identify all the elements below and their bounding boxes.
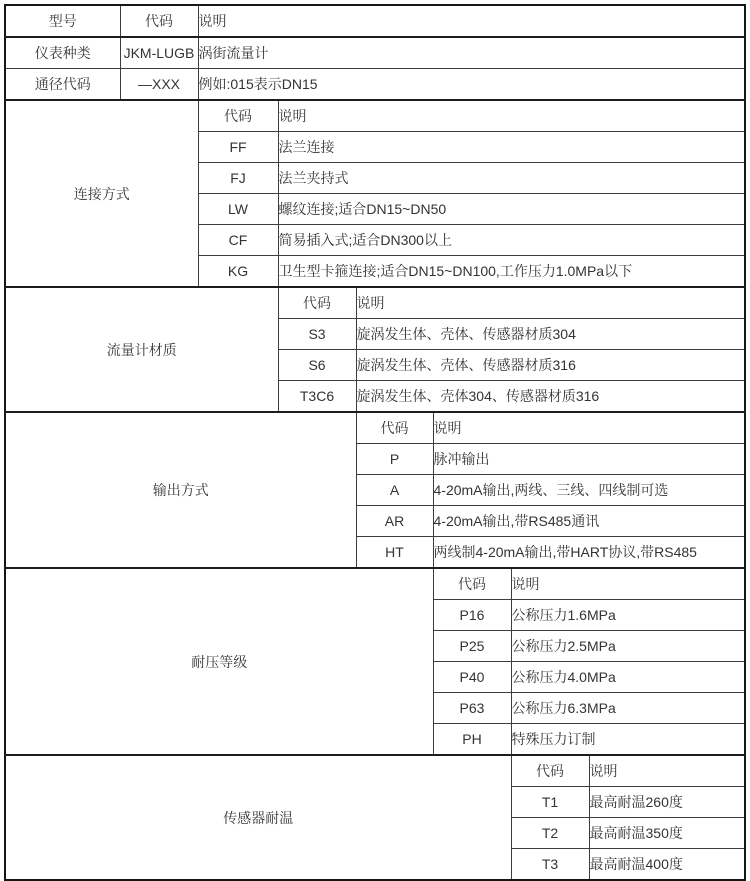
desc-column-header: 说明 bbox=[589, 755, 745, 787]
section-label-connection: 连接方式 bbox=[5, 100, 198, 287]
item-desc: 公称压力6.3MPa bbox=[511, 693, 745, 724]
item-code: A bbox=[356, 475, 433, 506]
item-code: FJ bbox=[198, 163, 278, 194]
item-code: HT bbox=[356, 537, 433, 569]
item-desc: 最高耐温260度 bbox=[589, 787, 745, 818]
header-code: 代码 bbox=[120, 5, 198, 37]
item-code: LW bbox=[198, 194, 278, 225]
item-desc: 旋涡发生体、壳体304、传感器材质316 bbox=[356, 381, 745, 413]
item-desc: 4-20mA输出,两线、三线、四线制可选 bbox=[433, 475, 745, 506]
item-code: FF bbox=[198, 132, 278, 163]
item-desc: 两线制4-20mA输出,带HART协议,带RS485 bbox=[433, 537, 745, 569]
item-desc: 卫生型卡箍连接;适合DN15~DN100,工作压力1.0MPa以下 bbox=[278, 256, 745, 288]
header-model: 型号 bbox=[5, 5, 120, 37]
item-desc: 特殊压力订制 bbox=[511, 724, 745, 756]
section-label-pressure: 耐压等级 bbox=[5, 568, 433, 755]
item-code: P bbox=[356, 444, 433, 475]
diameter-code-code: —XXX bbox=[120, 69, 198, 101]
diameter-code-desc: 例如:015表示DN15 bbox=[198, 69, 745, 101]
item-desc: 旋涡发生体、壳体、传感器材质304 bbox=[356, 319, 745, 350]
item-desc: 公称压力1.6MPa bbox=[511, 600, 745, 631]
diameter-code-label: 通径代码 bbox=[5, 69, 120, 101]
item-code: S6 bbox=[278, 350, 356, 381]
section-label-material: 流量计材质 bbox=[5, 287, 278, 412]
code-column-header: 代码 bbox=[356, 412, 433, 444]
item-desc: 公称压力2.5MPa bbox=[511, 631, 745, 662]
item-code: S3 bbox=[278, 319, 356, 350]
instrument-type-desc: 涡街流量计 bbox=[198, 37, 745, 69]
model-selection-table bbox=[4, 4, 746, 881]
instrument-type-code: JKM-LUGB bbox=[120, 37, 198, 69]
section-label-output: 输出方式 bbox=[5, 412, 356, 568]
item-desc: 脉冲输出 bbox=[433, 444, 745, 475]
item-code: T1 bbox=[511, 787, 589, 818]
item-code: T3 bbox=[511, 849, 589, 881]
item-desc: 公称压力4.0MPa bbox=[511, 662, 745, 693]
desc-column-header: 说明 bbox=[278, 100, 745, 132]
table-header-row bbox=[5, 5, 745, 37]
item-code: PH bbox=[433, 724, 511, 756]
desc-column-header: 说明 bbox=[356, 287, 745, 319]
section-output-header-row bbox=[5, 412, 745, 444]
item-desc: 4-20mA输出,带RS485通讯 bbox=[433, 506, 745, 537]
item-desc: 法兰连接 bbox=[278, 132, 745, 163]
section-pressure-header-row bbox=[5, 568, 745, 600]
code-column-header: 代码 bbox=[511, 755, 589, 787]
item-code: T2 bbox=[511, 818, 589, 849]
instrument-type-label: 仪表种类 bbox=[5, 37, 120, 69]
item-code: KG bbox=[198, 256, 278, 288]
item-code: P16 bbox=[433, 600, 511, 631]
item-desc: 螺纹连接;适合DN15~DN50 bbox=[278, 194, 745, 225]
row-diameter-code bbox=[5, 69, 745, 101]
section-temperature-header-row bbox=[5, 755, 745, 787]
section-connection-header-row bbox=[5, 100, 745, 132]
item-desc: 法兰夹持式 bbox=[278, 163, 745, 194]
code-column-header: 代码 bbox=[198, 100, 278, 132]
item-code: P63 bbox=[433, 693, 511, 724]
item-code: AR bbox=[356, 506, 433, 537]
section-label-temperature: 传感器耐温 bbox=[5, 755, 511, 880]
item-desc: 旋涡发生体、壳体、传感器材质316 bbox=[356, 350, 745, 381]
item-code: P40 bbox=[433, 662, 511, 693]
section-material-header-row bbox=[5, 287, 745, 319]
item-desc: 简易插入式;适合DN300以上 bbox=[278, 225, 745, 256]
item-desc: 最高耐温350度 bbox=[589, 818, 745, 849]
item-code: CF bbox=[198, 225, 278, 256]
item-code: P25 bbox=[433, 631, 511, 662]
header-desc: 说明 bbox=[198, 5, 745, 37]
desc-column-header: 说明 bbox=[511, 568, 745, 600]
desc-column-header: 说明 bbox=[433, 412, 745, 444]
item-code: T3C6 bbox=[278, 381, 356, 413]
code-column-header: 代码 bbox=[433, 568, 511, 600]
code-column-header: 代码 bbox=[278, 287, 356, 319]
row-instrument-type bbox=[5, 37, 745, 69]
item-desc: 最高耐温400度 bbox=[589, 849, 745, 881]
